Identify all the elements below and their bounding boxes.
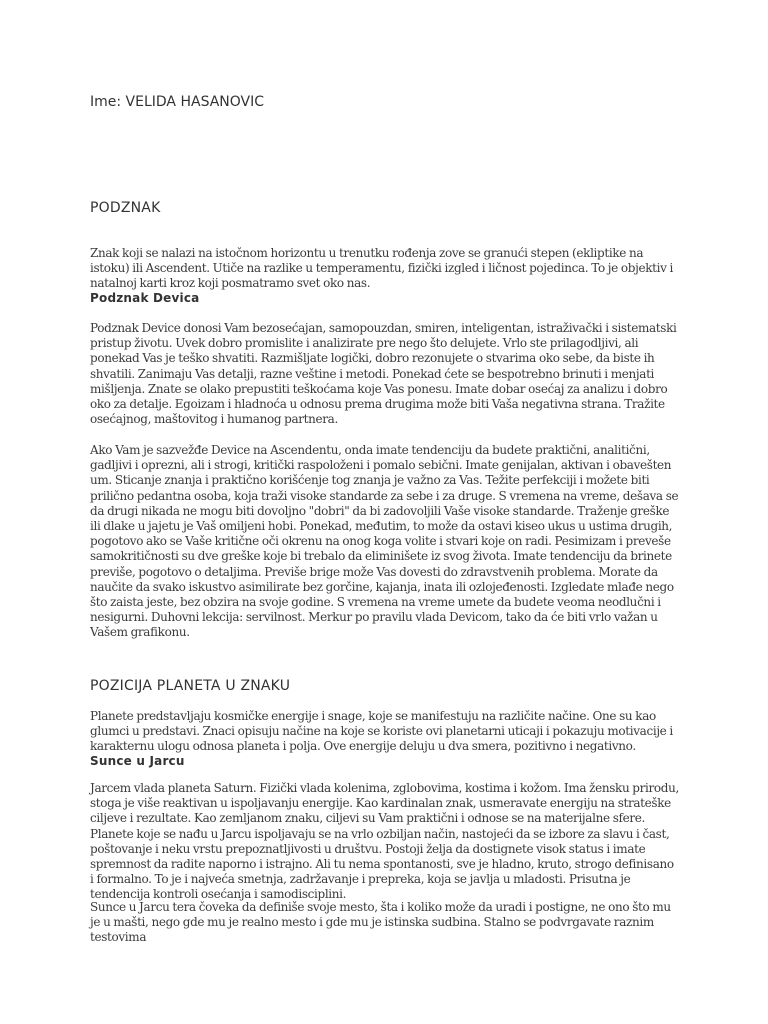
pozicija-paragraph-2: Sunce u Jarcu tera čoveka da definiše svoje mesto, šta i koliko može da uradi i postigne, ne ono što mu je u mašti, nego gde mu je realno mesto i gde mu je istinska sudbina. Stalno se podvrgavate raznim testovima (90, 900, 671, 945)
section-title-podznak: PODZNAK (90, 200, 161, 216)
section-title-pozicija: POZICIJA PLANETA U ZNAKU (90, 678, 291, 694)
subtitle-podznak-devica: Podznak Devica (90, 291, 200, 305)
podznak-intro-paragraph: Znak koji se nalazi na istočnom horizontu u trenutku rođenja zove se granući stepen (ekliptike na istoku) ili Ascendent. Utiče na razlike u temperamentu, fizički izgled i ličnost pojedinca. To je objektiv i natalnoj karti kroz koji posmatramo svet oko nas. (90, 246, 673, 291)
subtitle-sunce-u-jarcu: Sunce u Jarcu (90, 754, 185, 768)
podznak-paragraph-1: Podznak Device donosi Vam bezosećajan, samopouzdan, smiren, inteligentan, istraživački i sistematski pristup životu. Uvek dobro promislite i analizirate pre nego što delujete. Vrlo ste prilagodljivi, ali ponekad Vas je teško shvatiti. Razmišljate logički, dobro rezonujete o stvarima oko sebe, da biste ih shvatili. Zanimaju Vas detalji, razne veštine i metodi. Ponekad ćete se bespotrebno brinuti i menjati mišljenja. Znate se olako prepustiti teškoćama koje Vas ponesu. Imate dobar osećaj za analizu i dobro oko za detalje. Egoizam i hladnoća u odnosu prema drugima može biti Vaša negativna strana. Tražite osećajnog, maštovitog i humanog partnera. (90, 321, 677, 427)
podznak-paragraph-2: Ako Vam je sazvežđe Device na Ascendentu, onda imate tendenciju da budete praktični, analitični, gadljivi i oprezni, ali i strogi, kritički raspoloženi i pomalo sebični. Imate genijalan, aktivan i obavešten um. Sticanje znanja i praktično korišćenje tog znanja je važno za Vas. Težite perfekciji i možete biti prilično pedantna osoba, koja traži visoke standarde za sebe i za druge. S vremena na vreme, dešava se da drugi nikada ne mogu biti dovoljno "dobri" da bi zadovoljili Vaše visoke standarde. Traženje greške ili dlake u jajetu je Vaš omiljeni hobi. Ponekad, međutim, to može da ostavi kiseo ukus u ustima drugih, pogotovo ako se Vaše kritične oči okrenu na onog koga volite i stvari koje on radi. Pesimizam i preveše samokritičnosti su dve greške koje bi trebalo da eliminišete iz svog života. Imate tendenciju da brinete previše, pogotovo o detaljima. Previše brige može Vas dovesti do zdravstvenih problema. Morate da naučite da svako iskustvo asimilirate bez gorčine, kajanja, inata ili ozlojeđenosti. Izgledate mlađe nego što zaista jeste, bez obzira na svoje godine. S vremena na vreme umete da budete veoma neodlučni i nesigurni. Duhovni lekcija: servilnost. Merkur po pravilu vlada Devicom, tako da će biti vrlo važan u Vašem grafikonu. (90, 443, 679, 640)
pozicija-paragraph-1: Jarcem vlada planeta Saturn. Fizički vlada kolenima, zglobovima, kostima i kožom. Ima žensku prirodu, stoga je više reaktivan u ispoljavanju energije. Kao kardinalan znak, usmeravate energiju na strateške ciljeve i rezultate. Kao zemljanom znaku, ciljevi su Vam praktični i odnose se na materijalne sfere. Planete koje se nađu u Jarcu ispoljavaju se na vrlo ozbiljan način, nastojeći da se izbore za slavu i čast, poštovanje i neku vrstu prepoznatljivosti u društvu. Postoji želja da dostignete visok status i imate spremnost da radite naporno i istrajno. Ali tu nema spontanosti, sve je hladno, kruto, strogo definisano i formalno. To je i najveća smetnja, zadržavanje i prepreka, koja se javlja u mladosti. Prisutna je tendencija kontroli osećanja i samodisciplini. (90, 781, 679, 902)
pozicija-intro-paragraph: Planete predstavljaju kosmičke energije i snage, koje se manifestuju na različite načine. One su kao glumci u predstavi. Znaci opisuju načine na koje se koriste ovi planetarni uticaji i pokazuju motivacije i karakternu ulogu odnosa planeta i polja. Ove energije deluju u dva smera, pozitivno i negativno. (90, 709, 673, 754)
person-name: Ime: VELIDA HASANOVIC (90, 94, 265, 110)
